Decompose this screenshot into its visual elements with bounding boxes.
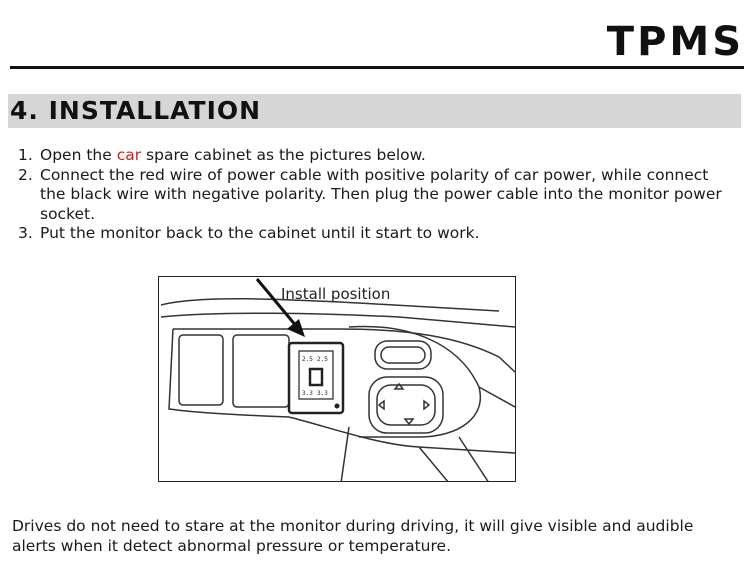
cabinet-illustration bbox=[159, 277, 516, 482]
step-text-highlight: car bbox=[116, 146, 142, 164]
step-text: Connect the red wire of power cable with positive polarity of car power, while connect the black wire with negative polarity. Then plug the power cable into the monitor power socket. bbox=[40, 165, 722, 223]
step-1 bbox=[18, 146, 738, 166]
step-3 bbox=[18, 224, 738, 244]
readout-front-right: 2.5 bbox=[317, 356, 328, 363]
readout-front-left: 2.5 bbox=[302, 356, 313, 363]
step-text bbox=[40, 146, 738, 166]
step-number: 1. bbox=[18, 146, 33, 164]
installation-steps bbox=[18, 146, 738, 244]
tpms-monitor bbox=[289, 343, 343, 413]
step-number: 3. bbox=[18, 224, 33, 242]
tpms-logo: TPMS bbox=[606, 19, 744, 65]
step-text-before: Open the bbox=[40, 146, 117, 164]
step-text-after: spare cabinet as the pictures below. bbox=[141, 146, 426, 164]
header-rule bbox=[10, 66, 744, 69]
readout-rear-left: 3.3 bbox=[302, 390, 313, 397]
section-title: 4. INSTALLATION bbox=[10, 96, 262, 125]
installation-figure bbox=[158, 276, 516, 482]
step-text: Put the monitor back to the cabinet until it start to work. bbox=[40, 224, 480, 242]
footer-note: Drives do not need to stare at the monitor during driving, it will give visible and audible alerts when it detect abnormal pressure or temperature. bbox=[12, 517, 694, 555]
step-2 bbox=[18, 166, 738, 225]
readout-rear-right: 3.3 bbox=[317, 390, 328, 397]
step-number: 2. bbox=[18, 165, 33, 184]
figure-caption: Install position bbox=[281, 285, 391, 303]
